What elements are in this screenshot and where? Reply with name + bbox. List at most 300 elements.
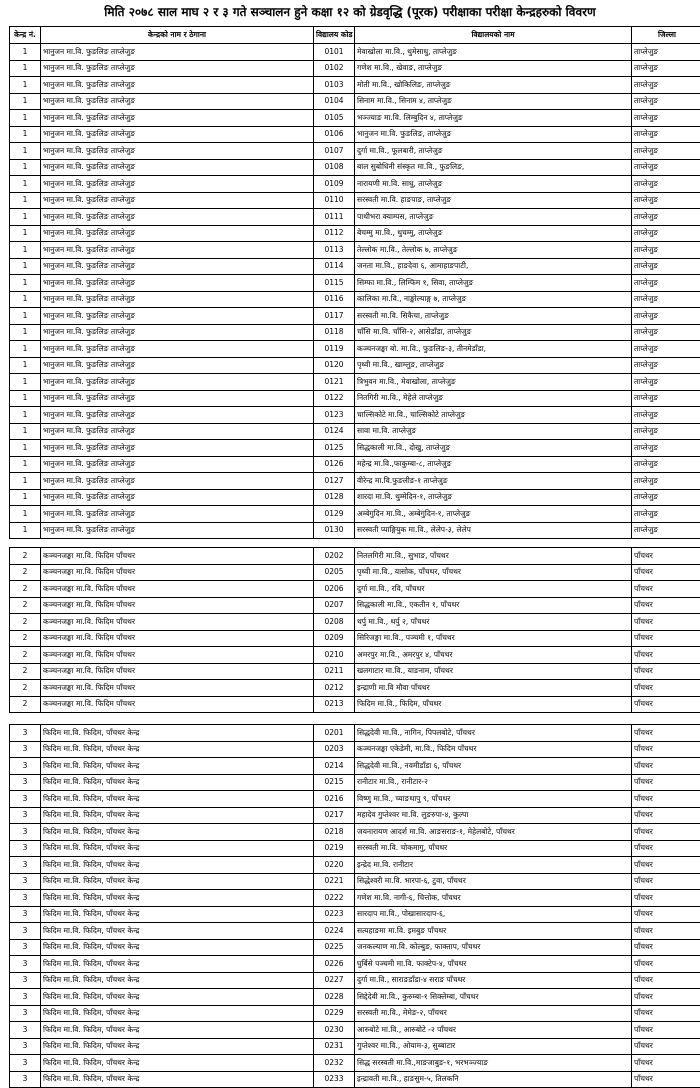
district-cell: ताप्लेजुङ — [632, 110, 700, 127]
table-row — [10, 956, 700, 973]
center-no-cell: 2 — [10, 581, 41, 598]
school-code-cell: 0124 — [314, 423, 355, 440]
center-no-cell: 3 — [10, 956, 41, 973]
center-name-cell: भानुजन मा.वि. फुङलिङ ताप्लेजुङ — [41, 159, 314, 176]
center-no-cell: 3 — [10, 939, 41, 956]
school-code-cell: 0116 — [314, 291, 355, 308]
school-code-cell: 0125 — [314, 440, 355, 457]
center-name-cell: फिदिम मा.वि. फिदिम, पाँचथर केन्द्र — [41, 923, 314, 940]
table-row — [10, 77, 700, 94]
school-code-cell: 0216 — [314, 791, 355, 808]
school-code-cell: 0117 — [314, 308, 355, 325]
school-code-cell: 0122 — [314, 390, 355, 407]
center-no-cell: 1 — [10, 374, 41, 391]
district-cell: पाँचथर — [632, 564, 700, 581]
table-row — [10, 489, 700, 506]
center-name-cell: भानुजन मा.वि. फुङलिङ ताप्लेजुङ — [41, 357, 314, 374]
school-name-cell: सिनाम मा.वि., सिनाम ४, ताप्लेजुङ — [355, 93, 632, 110]
center-no-cell: 3 — [10, 989, 41, 1006]
school-code-cell: 0119 — [314, 341, 355, 358]
table-row — [10, 774, 700, 791]
district-cell: ताप्लेजुङ — [632, 258, 700, 275]
school-name-cell: सारदाप मा.वि., पोखासारदाप-६, — [355, 906, 632, 923]
center-name-cell: भानुजन मा.वि. फुङलिङ ताप्लेजुङ — [41, 258, 314, 275]
table-row — [10, 176, 700, 193]
school-code-cell: 0129 — [314, 506, 355, 523]
district-cell: ताप्लेजुङ — [632, 93, 700, 110]
school-code-cell: 0232 — [314, 1055, 355, 1072]
table-row — [10, 192, 700, 209]
school-code-cell: 0206 — [314, 581, 355, 598]
center-name-cell: फिदिम मा.वि. फिदिम, पाँचथर केन्द्र — [41, 807, 314, 824]
center-name-cell: भानुजन मा.वि. फुङलिङ ताप्लेजुङ — [41, 407, 314, 424]
table-row — [10, 60, 700, 77]
school-name-cell: महादेव गुप्तेश्वर मा.वि. लुङरुपा-४, कुल्पा — [355, 807, 632, 824]
center-name-cell: फिदिम मा.वि. फिदिम, पाँचथर केन्द्र — [41, 725, 314, 742]
center-no-cell: 1 — [10, 209, 41, 226]
center-name-cell: भानुजन मा.वि. फुङलिङ ताप्लेजुङ — [41, 44, 314, 61]
school-code-cell: 0229 — [314, 1005, 355, 1022]
center-no-cell: 1 — [10, 258, 41, 275]
center-name-cell: भानुजन मा.वि. फुङलिङ ताप्लेजुङ — [41, 225, 314, 242]
center-no-cell: 1 — [10, 225, 41, 242]
school-name-cell: अम्बेगुदिन मा.वि., अम्बेगुदिन-१, ताप्लेजुङ — [355, 506, 632, 523]
center-name-cell: भानुजन मा.वि. फुङलिङ ताप्लेजुङ — [41, 489, 314, 506]
center-name-cell: भानुजन मा.वि. फुङलिङ ताप्लेजुङ — [41, 473, 314, 490]
center-no-cell: 1 — [10, 390, 41, 407]
center-no-cell: 2 — [10, 614, 41, 631]
table-row — [10, 126, 700, 143]
table-row — [10, 209, 700, 226]
school-name-cell: नारायणी मा.वि. साधु, ताप्लेजुङ — [355, 176, 632, 193]
school-code-cell: 0210 — [314, 647, 355, 664]
center-name-cell: फिदिम मा.वि. फिदिम, पाँचथर केन्द्र — [41, 758, 314, 775]
center-name-cell: कञ्चनजङ्घा मा.वि. फिदिम पाँचथर — [41, 548, 314, 565]
center-name-cell: फिदिम मा.वि. फिदिम, पाँचथर केन्द्र — [41, 741, 314, 758]
school-code-cell: 0105 — [314, 110, 355, 127]
center-no-cell: 1 — [10, 456, 41, 473]
district-cell: ताप्लेजुङ — [632, 407, 700, 424]
school-code-cell: 0215 — [314, 774, 355, 791]
header-center-no: केन्द्र नं. — [10, 27, 41, 44]
center-no-cell: 1 — [10, 423, 41, 440]
center-no-cell: 1 — [10, 192, 41, 209]
center-name-cell: भानुजन मा.वि. फुङलिङ ताप्लेजुङ — [41, 242, 314, 259]
header-school-code: विद्यालय कोड — [314, 27, 355, 44]
center-no-cell: 1 — [10, 143, 41, 160]
school-name-cell: मेवाखोला मा.वि., थुमेसाधु, ताप्लेजुङ — [355, 44, 632, 61]
district-cell: पाँचथर — [632, 696, 700, 713]
school-code-cell: 0211 — [314, 663, 355, 680]
center-name-cell: भानुजन मा.वि. फुङलिङ ताप्लेजुङ — [41, 275, 314, 292]
center-name-cell: भानुजन मा.वि. फुङलिङ ताप्लेजुङ — [41, 506, 314, 523]
table-row — [10, 939, 700, 956]
school-code-cell: 0223 — [314, 906, 355, 923]
school-name-cell: सिद्देदेवी मा.वि., कुरुम्बा-१ सिक्लेम्बा, पाँचथर — [355, 989, 632, 1006]
district-cell: ताप्लेजुङ — [632, 473, 700, 490]
district-cell: ताप्लेजुङ — [632, 192, 700, 209]
center-name-cell: कञ्चनजङ्घा मा.वि. फिदिम पाँचथर — [41, 680, 314, 697]
center-no-cell: 3 — [10, 890, 41, 907]
table-row — [10, 324, 700, 341]
center-no-cell: 1 — [10, 126, 41, 143]
group-separator — [10, 539, 700, 548]
table-row — [10, 741, 700, 758]
district-cell: पाँचथर — [632, 972, 700, 989]
table-row — [10, 456, 700, 473]
center-name-cell: भानुजन मा.वि. फुङलिङ ताप्लेजुङ — [41, 209, 314, 226]
center-no-cell: 1 — [10, 407, 41, 424]
center-name-cell: भानुजन मा.वि. फुङलिङ ताप्लेजुङ — [41, 423, 314, 440]
center-name-cell: कञ्चनजङ्घा मा.वि. फिदिम पाँचथर — [41, 630, 314, 647]
center-no-cell: 2 — [10, 680, 41, 697]
district-cell: पाँचथर — [632, 1055, 700, 1072]
district-cell: पाँचथर — [632, 741, 700, 758]
district-cell: ताप्लेजुङ — [632, 126, 700, 143]
school-name-cell: सिद्धकाली मा.वि., एकतीन १, पाँचथर — [355, 597, 632, 614]
school-name-cell: चाँसि मा.वि. चाँसि-२, आसेडाँडा, ताप्लेजुङ — [355, 324, 632, 341]
center-no-cell: 1 — [10, 489, 41, 506]
school-name-cell: इन्द्रावती मा.वि., हाङसुम-५, तिलकनि — [355, 1071, 632, 1088]
school-code-cell: 0111 — [314, 209, 355, 226]
school-code-cell: 0118 — [314, 324, 355, 341]
district-cell: ताप्लेजुङ — [632, 506, 700, 523]
center-no-cell: 3 — [10, 1005, 41, 1022]
table-row — [10, 390, 700, 407]
center-no-cell: 1 — [10, 159, 41, 176]
center-name-cell: भानुजन मा.वि. फुङलिङ ताप्लेजुङ — [41, 522, 314, 539]
district-cell: ताप्लेजुङ — [632, 242, 700, 259]
table-row — [10, 242, 700, 259]
school-code-cell: 0108 — [314, 159, 355, 176]
table-row — [10, 791, 700, 808]
table-row — [10, 423, 700, 440]
center-no-cell: 1 — [10, 440, 41, 457]
center-no-cell: 1 — [10, 77, 41, 94]
school-code-cell: 0220 — [314, 857, 355, 874]
table-row — [10, 630, 700, 647]
school-code-cell: 0212 — [314, 680, 355, 697]
school-name-cell: सरस्वती मा.वि., मेमेङ-२, पाँचथर — [355, 1005, 632, 1022]
center-name-cell: भानुजन मा.वि. फुङलिङ ताप्लेजुङ — [41, 93, 314, 110]
district-cell: ताप्लेजुङ — [632, 225, 700, 242]
district-cell: पाँचथर — [632, 581, 700, 598]
district-cell: ताप्लेजुङ — [632, 341, 700, 358]
school-code-cell: 0218 — [314, 824, 355, 841]
school-name-cell: फिदिम मा.वि., फिदिम, पाँचथर — [355, 696, 632, 713]
school-name-cell: सिद्ध सरस्वती मा.वि.,माङजाबुङ-१, भरभञ्ज्याङ — [355, 1055, 632, 1072]
school-name-cell: नितलगिरी मा.वि., सुभाङ, पाँचथर — [355, 548, 632, 565]
group-separator-cell — [10, 713, 700, 725]
header-school-name: विद्यालयको नाम — [355, 27, 632, 44]
school-name-cell: इन्द्राणी मा.वि मौवा पाँचथर — [355, 680, 632, 697]
district-cell: पाँचथर — [632, 614, 700, 631]
district-cell: ताप्लेजुङ — [632, 489, 700, 506]
school-code-cell: 0224 — [314, 923, 355, 940]
school-name-cell: जयनारायण आदर्श मा.वि. आङसराङ-१, मेहेलबोटे, पाँचथर — [355, 824, 632, 841]
district-cell: ताप्लेजुङ — [632, 308, 700, 325]
district-cell: पाँचथर — [632, 857, 700, 874]
table-row — [10, 680, 700, 697]
district-cell: पाँचथर — [632, 1022, 700, 1039]
center-name-cell: फिदिम मा.वि. फिदिम, पाँचथर केन्द्र — [41, 1022, 314, 1039]
school-code-cell: 0126 — [314, 456, 355, 473]
table-row — [10, 824, 700, 841]
district-cell: ताप्लेजुङ — [632, 44, 700, 61]
district-cell: ताप्लेजुङ — [632, 209, 700, 226]
school-name-cell: इन्द्रेद मा.वि. रानीटार — [355, 857, 632, 874]
center-no-cell: 3 — [10, 824, 41, 841]
center-name-cell: कञ्चनजङ्घा मा.वि. फिदिम पाँचथर — [41, 581, 314, 598]
center-name-cell: कञ्चनजङ्घा मा.वि. फिदिम पाँचथर — [41, 647, 314, 664]
district-cell: ताप्लेजुङ — [632, 374, 700, 391]
center-name-cell: कञ्चनजङ्घा मा.वि. फिदिम पाँचथर — [41, 597, 314, 614]
table-row — [10, 407, 700, 424]
school-name-cell: सिरिजङ्गा मा.वि., पञ्चमी १, पाँचथर — [355, 630, 632, 647]
center-no-cell: 2 — [10, 548, 41, 565]
center-name-cell: भानुजन मा.वि. फुङलिङ ताप्लेजुङ — [41, 176, 314, 193]
school-code-cell: 0123 — [314, 407, 355, 424]
center-no-cell: 3 — [10, 1038, 41, 1055]
center-name-cell: भानुजन मा.वि. फुङलिङ ताप्लेजुङ — [41, 308, 314, 325]
school-name-cell: पृथ्वी मा.वि., यासोक, पाँचथर, पाँचथर — [355, 564, 632, 581]
center-no-cell: 1 — [10, 60, 41, 77]
school-code-cell: 0208 — [314, 614, 355, 631]
school-name-cell: जनता मा.वि., हाङदेवा ६, आमाहाङपाटी, — [355, 258, 632, 275]
table-row — [10, 725, 700, 742]
center-name-cell: फिदिम मा.वि. फिदिम, पाँचथर केन्द्र — [41, 824, 314, 841]
table-row — [10, 159, 700, 176]
center-no-cell: 3 — [10, 725, 41, 742]
table-row — [10, 374, 700, 391]
center-name-cell: फिदिम मा.वि. फिदिम, पाँचथर केन्द्र — [41, 1055, 314, 1072]
school-name-cell: गणेश मा.वि. नागी-६, चित्तोक, पाँचथर — [355, 890, 632, 907]
center-no-cell: 1 — [10, 341, 41, 358]
center-no-cell: 3 — [10, 840, 41, 857]
table-row — [10, 1022, 700, 1039]
district-cell: ताप्लेजुङ — [632, 456, 700, 473]
school-code-cell: 0107 — [314, 143, 355, 160]
school-code-cell: 0228 — [314, 989, 355, 1006]
table-row — [10, 647, 700, 664]
school-code-cell: 0128 — [314, 489, 355, 506]
district-cell: ताप्लेजुङ — [632, 60, 700, 77]
school-code-cell: 0231 — [314, 1038, 355, 1055]
center-no-cell: 1 — [10, 242, 41, 259]
center-no-cell: 3 — [10, 1071, 41, 1088]
table-row — [10, 93, 700, 110]
center-no-cell: 3 — [10, 857, 41, 874]
center-name-cell: फिदिम मा.वि. फिदिम, पाँचथर केन्द्र — [41, 890, 314, 907]
school-code-cell: 0233 — [314, 1071, 355, 1088]
school-name-cell: सरस्वती मा.वि. सिकैचा, ताप्लेजुङ — [355, 308, 632, 325]
district-cell: पाँचथर — [632, 890, 700, 907]
school-name-cell: सिद्धेश्वरी मा.वि. भारपा-६, टुवा, पाँचथर — [355, 873, 632, 890]
school-code-cell: 0130 — [314, 522, 355, 539]
table-row — [10, 506, 700, 523]
center-no-cell: 2 — [10, 663, 41, 680]
district-cell: ताप्लेजुङ — [632, 522, 700, 539]
school-name-cell: नितगिरी मा.वि., मेहेले ताप्लेजुङ — [355, 390, 632, 407]
district-cell: ताप्लेजुङ — [632, 440, 700, 457]
table-row — [10, 1038, 700, 1055]
center-name-cell: भानुजन मा.वि. फुङलिङ ताप्लेजुङ — [41, 60, 314, 77]
table-row — [10, 890, 700, 907]
center-no-cell: 1 — [10, 176, 41, 193]
school-code-cell: 0115 — [314, 275, 355, 292]
center-name-cell: फिदिम मा.वि. फिदिम, पाँचथर केन्द्र — [41, 1005, 314, 1022]
district-cell: पाँचथर — [632, 630, 700, 647]
school-code-cell: 0213 — [314, 696, 355, 713]
table-row — [10, 614, 700, 631]
center-no-cell: 1 — [10, 324, 41, 341]
school-code-cell: 0222 — [314, 890, 355, 907]
district-cell: पाँचथर — [632, 725, 700, 742]
school-name-cell: सिम्फा मा.वि., लिम्फिम १, सिवा, ताप्लेजुङ — [355, 275, 632, 292]
school-name-cell: भानुजन मा.वि. फुङलिङ, ताप्लेजुङ — [355, 126, 632, 143]
center-name-cell: फिदिम मा.वि. फिदिम, पाँचथर केन्द्र — [41, 1038, 314, 1055]
school-code-cell: 0121 — [314, 374, 355, 391]
district-cell: ताप्लेजुङ — [632, 143, 700, 160]
school-name-cell: पाथीभरा क्याम्पस, ताप्लेजुङ — [355, 209, 632, 226]
district-cell: पाँचथर — [632, 873, 700, 890]
school-name-cell: सत्यहाङमा मा.वि. इमबुङ पाँचथर — [355, 923, 632, 940]
center-name-cell: फिदिम मा.वि. फिदिम, पाँचथर केन्द्र — [41, 956, 314, 973]
center-name-cell: फिदिम मा.वि. फिदिम, पाँचथर केन्द्र — [41, 1071, 314, 1088]
center-name-cell: फिदिम मा.वि. फिदिम, पाँचथर केन्द्र — [41, 873, 314, 890]
center-name-cell: भानुजन मा.वि. फुङलिङ ताप्लेजुङ — [41, 390, 314, 407]
district-cell: पाँचथर — [632, 956, 700, 973]
school-code-cell: 0214 — [314, 758, 355, 775]
center-no-cell: 3 — [10, 972, 41, 989]
school-name-cell: सावा मा.वि. ताप्लेजुङ — [355, 423, 632, 440]
center-name-cell: भानुजन मा.वि. फुङलिङ ताप्लेजुङ — [41, 143, 314, 160]
center-name-cell: भानुजन मा.वि. फुङलिङ ताप्लेजुङ — [41, 374, 314, 391]
center-no-cell: 3 — [10, 923, 41, 940]
table-row — [10, 696, 700, 713]
school-code-cell: 0103 — [314, 77, 355, 94]
school-name-cell: घुर्बिसे पञ्चमी मा.वि. फाक्टेप-४, पाँचथर — [355, 956, 632, 973]
table-row — [10, 807, 700, 824]
district-cell: पाँचथर — [632, 663, 700, 680]
school-name-cell: दुर्गा मा.वि., साराङडाँडा-४ सराङ पाँचथर — [355, 972, 632, 989]
school-name-cell: शारदा मा.वि. थुम्मेदिन-१, ताप्लेजुङ — [355, 489, 632, 506]
school-code-cell: 0201 — [314, 725, 355, 742]
school-name-cell: विष्णु मा.वि., च्याङथापु ९, पाँचथर — [355, 791, 632, 808]
table-row — [10, 110, 700, 127]
center-name-cell: कञ्चनजङ्घा मा.वि. फिदिम पाँचथर — [41, 663, 314, 680]
district-cell: पाँचथर — [632, 906, 700, 923]
school-name-cell: दुर्गा मा.वि., फूलबारी, ताप्लेजुङ — [355, 143, 632, 160]
school-code-cell: 0203 — [314, 741, 355, 758]
school-code-cell: 0217 — [314, 807, 355, 824]
center-name-cell: कञ्चनजङ्घा मा.वि. फिदिम पाँचथर — [41, 564, 314, 581]
school-name-cell: चाल्सिकोटे मा.वि., चाल्सिकोटे ताप्लेजुङ — [355, 407, 632, 424]
table-row — [10, 308, 700, 325]
district-cell: पाँचथर — [632, 1071, 700, 1088]
group-separator — [10, 713, 700, 725]
school-name-cell: सिद्धकाली मा.वि., दोखु, ताप्लेजुङ — [355, 440, 632, 457]
center-name-cell: कञ्चनजङ्घा मा.वि. फिदिम पाँचथर — [41, 614, 314, 631]
school-name-cell: तेल्लोक मा.वि., तेल्लोक ७, ताप्लेजुङ — [355, 242, 632, 259]
school-code-cell: 0102 — [314, 60, 355, 77]
center-name-cell: फिदिम मा.वि. फिदिम, पाँचथर केन्द्र — [41, 972, 314, 989]
center-no-cell: 1 — [10, 506, 41, 523]
table-row — [10, 44, 700, 61]
school-name-cell: सरस्वती मा.वि. चोकमागु, पाँचथर — [355, 840, 632, 857]
district-cell: ताप्लेजुङ — [632, 423, 700, 440]
table-row — [10, 1055, 700, 1072]
district-cell: पाँचथर — [632, 1038, 700, 1055]
table-row — [10, 275, 700, 292]
school-code-cell: 0226 — [314, 956, 355, 973]
center-no-cell: 1 — [10, 522, 41, 539]
school-name-cell: कञ्चनजङ्घा बो. मा.वि., फुङलिङ-३, तीनमेडाँडा, — [355, 341, 632, 358]
district-cell: ताप्लेजुङ — [632, 324, 700, 341]
center-no-cell: 3 — [10, 1055, 41, 1072]
center-no-cell: 1 — [10, 473, 41, 490]
school-name-cell: त्रिभुवन मा.वि., मेवाखोला, ताप्लेजुङ — [355, 374, 632, 391]
school-code-cell: 0230 — [314, 1022, 355, 1039]
header-center-name: केन्द्रको नाम र ठेगाना — [41, 27, 314, 44]
center-name-cell: भानुजन मा.वि. फुङलिङ ताप्लेजुङ — [41, 126, 314, 143]
center-no-cell: 1 — [10, 93, 41, 110]
center-no-cell: 3 — [10, 873, 41, 890]
district-cell: पाँचथर — [632, 758, 700, 775]
school-code-cell: 0205 — [314, 564, 355, 581]
center-no-cell: 2 — [10, 597, 41, 614]
table-row — [10, 258, 700, 275]
table-header-row — [10, 27, 700, 44]
school-code-cell: 0104 — [314, 93, 355, 110]
district-cell: पाँचथर — [632, 989, 700, 1006]
school-code-cell: 0219 — [314, 840, 355, 857]
district-cell: पाँचथर — [632, 824, 700, 841]
center-name-cell: भानुजन मा.वि. फुङलिङ ताप्लेजुङ — [41, 440, 314, 457]
district-cell: ताप्लेजुङ — [632, 159, 700, 176]
table-row — [10, 1005, 700, 1022]
table-row — [10, 972, 700, 989]
school-name-cell: सरस्वती प्याङ्गियुक मा.वि., लेलेप-३, लेलेप — [355, 522, 632, 539]
school-code-cell: 0109 — [314, 176, 355, 193]
school-name-cell: सिद्धदेवी मा.वि., नागिन, पिपलबोटे, पाँचथर — [355, 725, 632, 742]
table-row — [10, 857, 700, 874]
school-code-cell: 0202 — [314, 548, 355, 565]
table-row — [10, 225, 700, 242]
center-name-cell: फिदिम मा.वि. फिदिम, पाँचथर केन्द्र — [41, 840, 314, 857]
center-no-cell: 3 — [10, 774, 41, 791]
table-row — [10, 840, 700, 857]
district-cell: ताप्लेजुङ — [632, 357, 700, 374]
table-row — [10, 440, 700, 457]
center-no-cell: 1 — [10, 44, 41, 61]
school-name-cell: जनकल्याण मा.वि. कोल्बुङ, फाक्ताप, पाँचथर — [355, 939, 632, 956]
district-cell: पाँचथर — [632, 680, 700, 697]
center-no-cell: 2 — [10, 647, 41, 664]
school-name-cell: मोती मा.वि., खोकिलिङ, ताप्लेजुङ — [355, 77, 632, 94]
school-name-cell: खलगाटार मा.वि., याङनाम, पाँचथर — [355, 663, 632, 680]
school-code-cell: 0110 — [314, 192, 355, 209]
district-cell: पाँचथर — [632, 774, 700, 791]
district-cell: ताप्लेजुङ — [632, 291, 700, 308]
school-name-cell: गुप्तेश्वर मा.वि., ओयाम-३, सुब्बाटार — [355, 1038, 632, 1055]
district-cell: पाँचथर — [632, 597, 700, 614]
school-name-cell: पृथ्वी मा.वि., खाम्लुङ, ताप्लेजुङ — [355, 357, 632, 374]
center-no-cell: 1 — [10, 308, 41, 325]
district-cell: ताप्लेजुङ — [632, 275, 700, 292]
district-cell: पाँचथर — [632, 840, 700, 857]
district-cell: पाँचथर — [632, 647, 700, 664]
